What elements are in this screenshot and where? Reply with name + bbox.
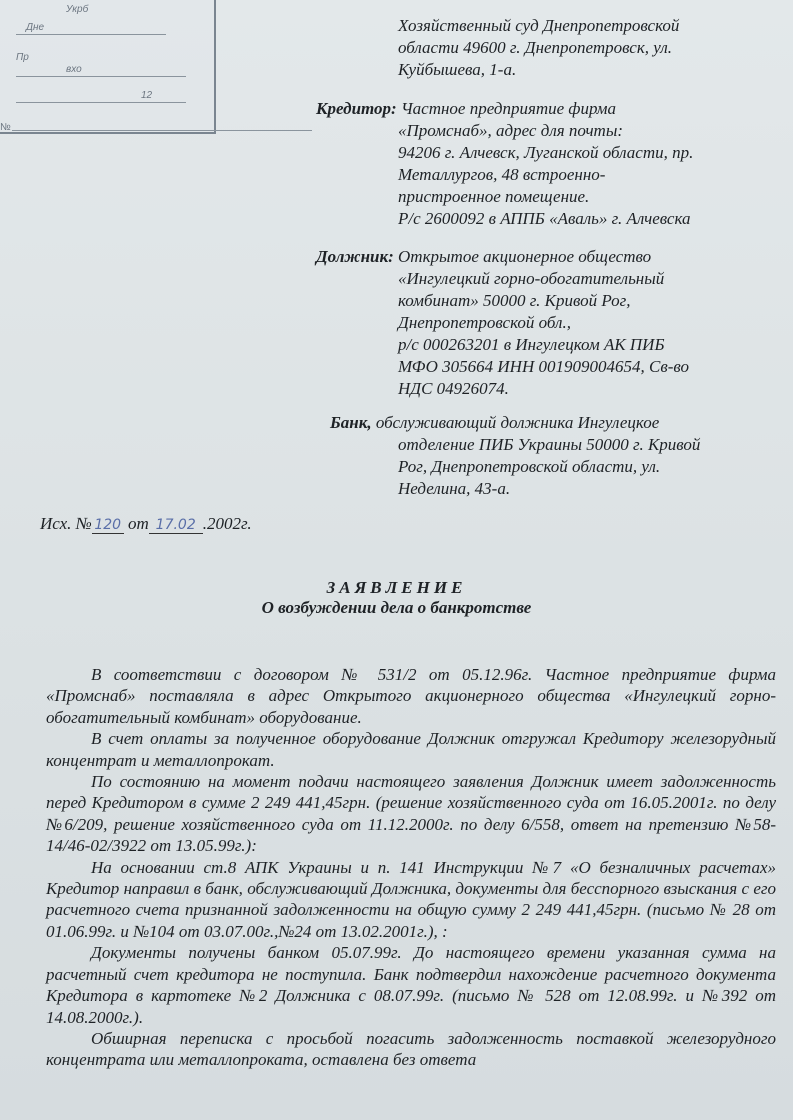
debtor-label: Должник:: [316, 247, 394, 266]
bank-line: обслуживающий должника Ингулецкое: [375, 413, 660, 432]
debtor-details: [398, 268, 778, 400]
bank-label: Банк,: [330, 413, 372, 432]
debtor-line: НДС 04926074.: [398, 379, 509, 398]
creditor-line: Частное предприятие фирма: [400, 99, 616, 118]
creditor-line: «Промснаб», адрес для почты:: [398, 121, 624, 140]
creditor-line: пристроенное помещение.: [398, 187, 590, 206]
debtor-line: Днепропетровской обл.,: [398, 313, 571, 332]
ref-from: от: [127, 514, 149, 533]
court-line: Хозяйственный суд Днепропетровской: [398, 16, 680, 35]
document-subtitle: О возбуждении дела о банкротстве: [261, 598, 532, 617]
bank-line: отделение ПИБ Украины 50000 г. Кривой: [398, 435, 701, 454]
debtor-header: [316, 246, 651, 268]
bank-line: Рог, Днепропетровской области, ул.: [398, 457, 661, 476]
debtor-line: «Ингулецкий горно-обогатительный: [398, 269, 665, 288]
bank-details: [398, 434, 778, 500]
creditor-line: Р/с 2600092 в АППБ «Аваль» г. Алчевска: [398, 209, 691, 228]
stamp-header: Укрб: [66, 4, 89, 15]
outgoing-reference: [40, 514, 252, 534]
court-address: [398, 15, 778, 81]
debtor-line: р/с 000263201 в Ингулецком АК ПИБ: [398, 335, 665, 354]
stamp-line1: Дне: [26, 22, 45, 33]
body-paragraph: В счет оплаты за полученное оборудование Должник отгружал Кредитору железорудный концентрат и металлопрокат.: [46, 729, 776, 770]
debtor-line: МФО 305664 ИНН 001909004654, Св-во: [398, 357, 690, 376]
stamp-line3: вхо: [66, 64, 82, 75]
creditor-line: Металлургов, 48 встроенно-: [398, 165, 606, 184]
court-line: области 49600 г. Днепропетровск, ул.: [398, 38, 673, 57]
stamp-rule: [16, 34, 166, 35]
creditor-header: [316, 98, 616, 120]
registration-stamp: [0, 0, 216, 134]
creditor-details: [398, 120, 778, 230]
ref-number: 120: [92, 517, 124, 534]
body-paragraph: По состоянию на момент подачи настоящего заявления Должник имеет задолженность перед Кредитором в сумме 2 249 441,45грн. (решение хозяйственного суда от 16.05.2001г. по делу №6/209, решение хозяйственного суда от 11.12.2000г. по делу 6/558, ответ на претензию №58-14/46-02/3922 от 13.05.99г.):: [46, 772, 776, 856]
document-body: [46, 664, 776, 1071]
bank-line: Неделина, 43-а.: [398, 479, 511, 498]
court-line: Куйбышева, 1-а.: [398, 60, 517, 79]
debtor-line: комбинат» 50000 г. Кривой Рог,: [398, 291, 631, 310]
document-title: ЗАЯВЛЕНИЕ: [326, 578, 467, 597]
ref-prefix: Исх. №: [40, 514, 92, 533]
creditor-label: Кредитор:: [316, 99, 397, 118]
stamp-number: 12: [141, 90, 153, 101]
bank-header: [330, 412, 659, 434]
creditor-line: 94206 г. Алчевск, Луганской области, пр.: [398, 143, 694, 162]
body-paragraph: Документы получены банком 05.07.99г. До настоящего времени указанная сумма на расчетный счет кредитора не поступила. Банк подтвердил нахождение расчетного документа Кредитора в картотеке №2 Должника с 08.07.99г. (письмо № 528 от 12.08.99г. и №392 от 14.08.2000г.).: [46, 943, 776, 1027]
stamp-rule: [16, 76, 186, 77]
body-paragraph: На основании ст.8 АПК Украины и п. 141 Инструкции №7 «О безналичных расчетах» Кредитор направил в банк, обслуживающий Должника, документы для бесспорного взыскания с его расчетного счета признанной задолженности на общую сумму 2 249 441,45грн. (письмо № 28 от 01.06.99г. и №104 от 03.07.00г.,№24 от 13.02.2001г.), :: [46, 857, 776, 941]
stamp-no-label: №: [0, 122, 11, 133]
body-paragraph: Обширная переписка с просьбой погасить задолженность поставкой железорудного концентрата или металлопроката, оставлена без ответа: [46, 1028, 776, 1070]
stamp-rule: [16, 102, 186, 103]
body-paragraph: В соответствии с договором № 531/2 от 05.12.96г. Частное предприятие фирма «Промснаб» поставляла в адрес Открытого акционерного общества «Ингулецкий горно-обогатительный комбинат» оборудование.: [46, 665, 776, 727]
ref-date: 17.02: [149, 517, 203, 534]
stamp-underline: [12, 130, 312, 131]
ref-year: .2002г.: [202, 514, 252, 533]
debtor-line: Открытое акционерное общество: [398, 247, 652, 266]
stamp-line2: Пр: [16, 52, 29, 63]
